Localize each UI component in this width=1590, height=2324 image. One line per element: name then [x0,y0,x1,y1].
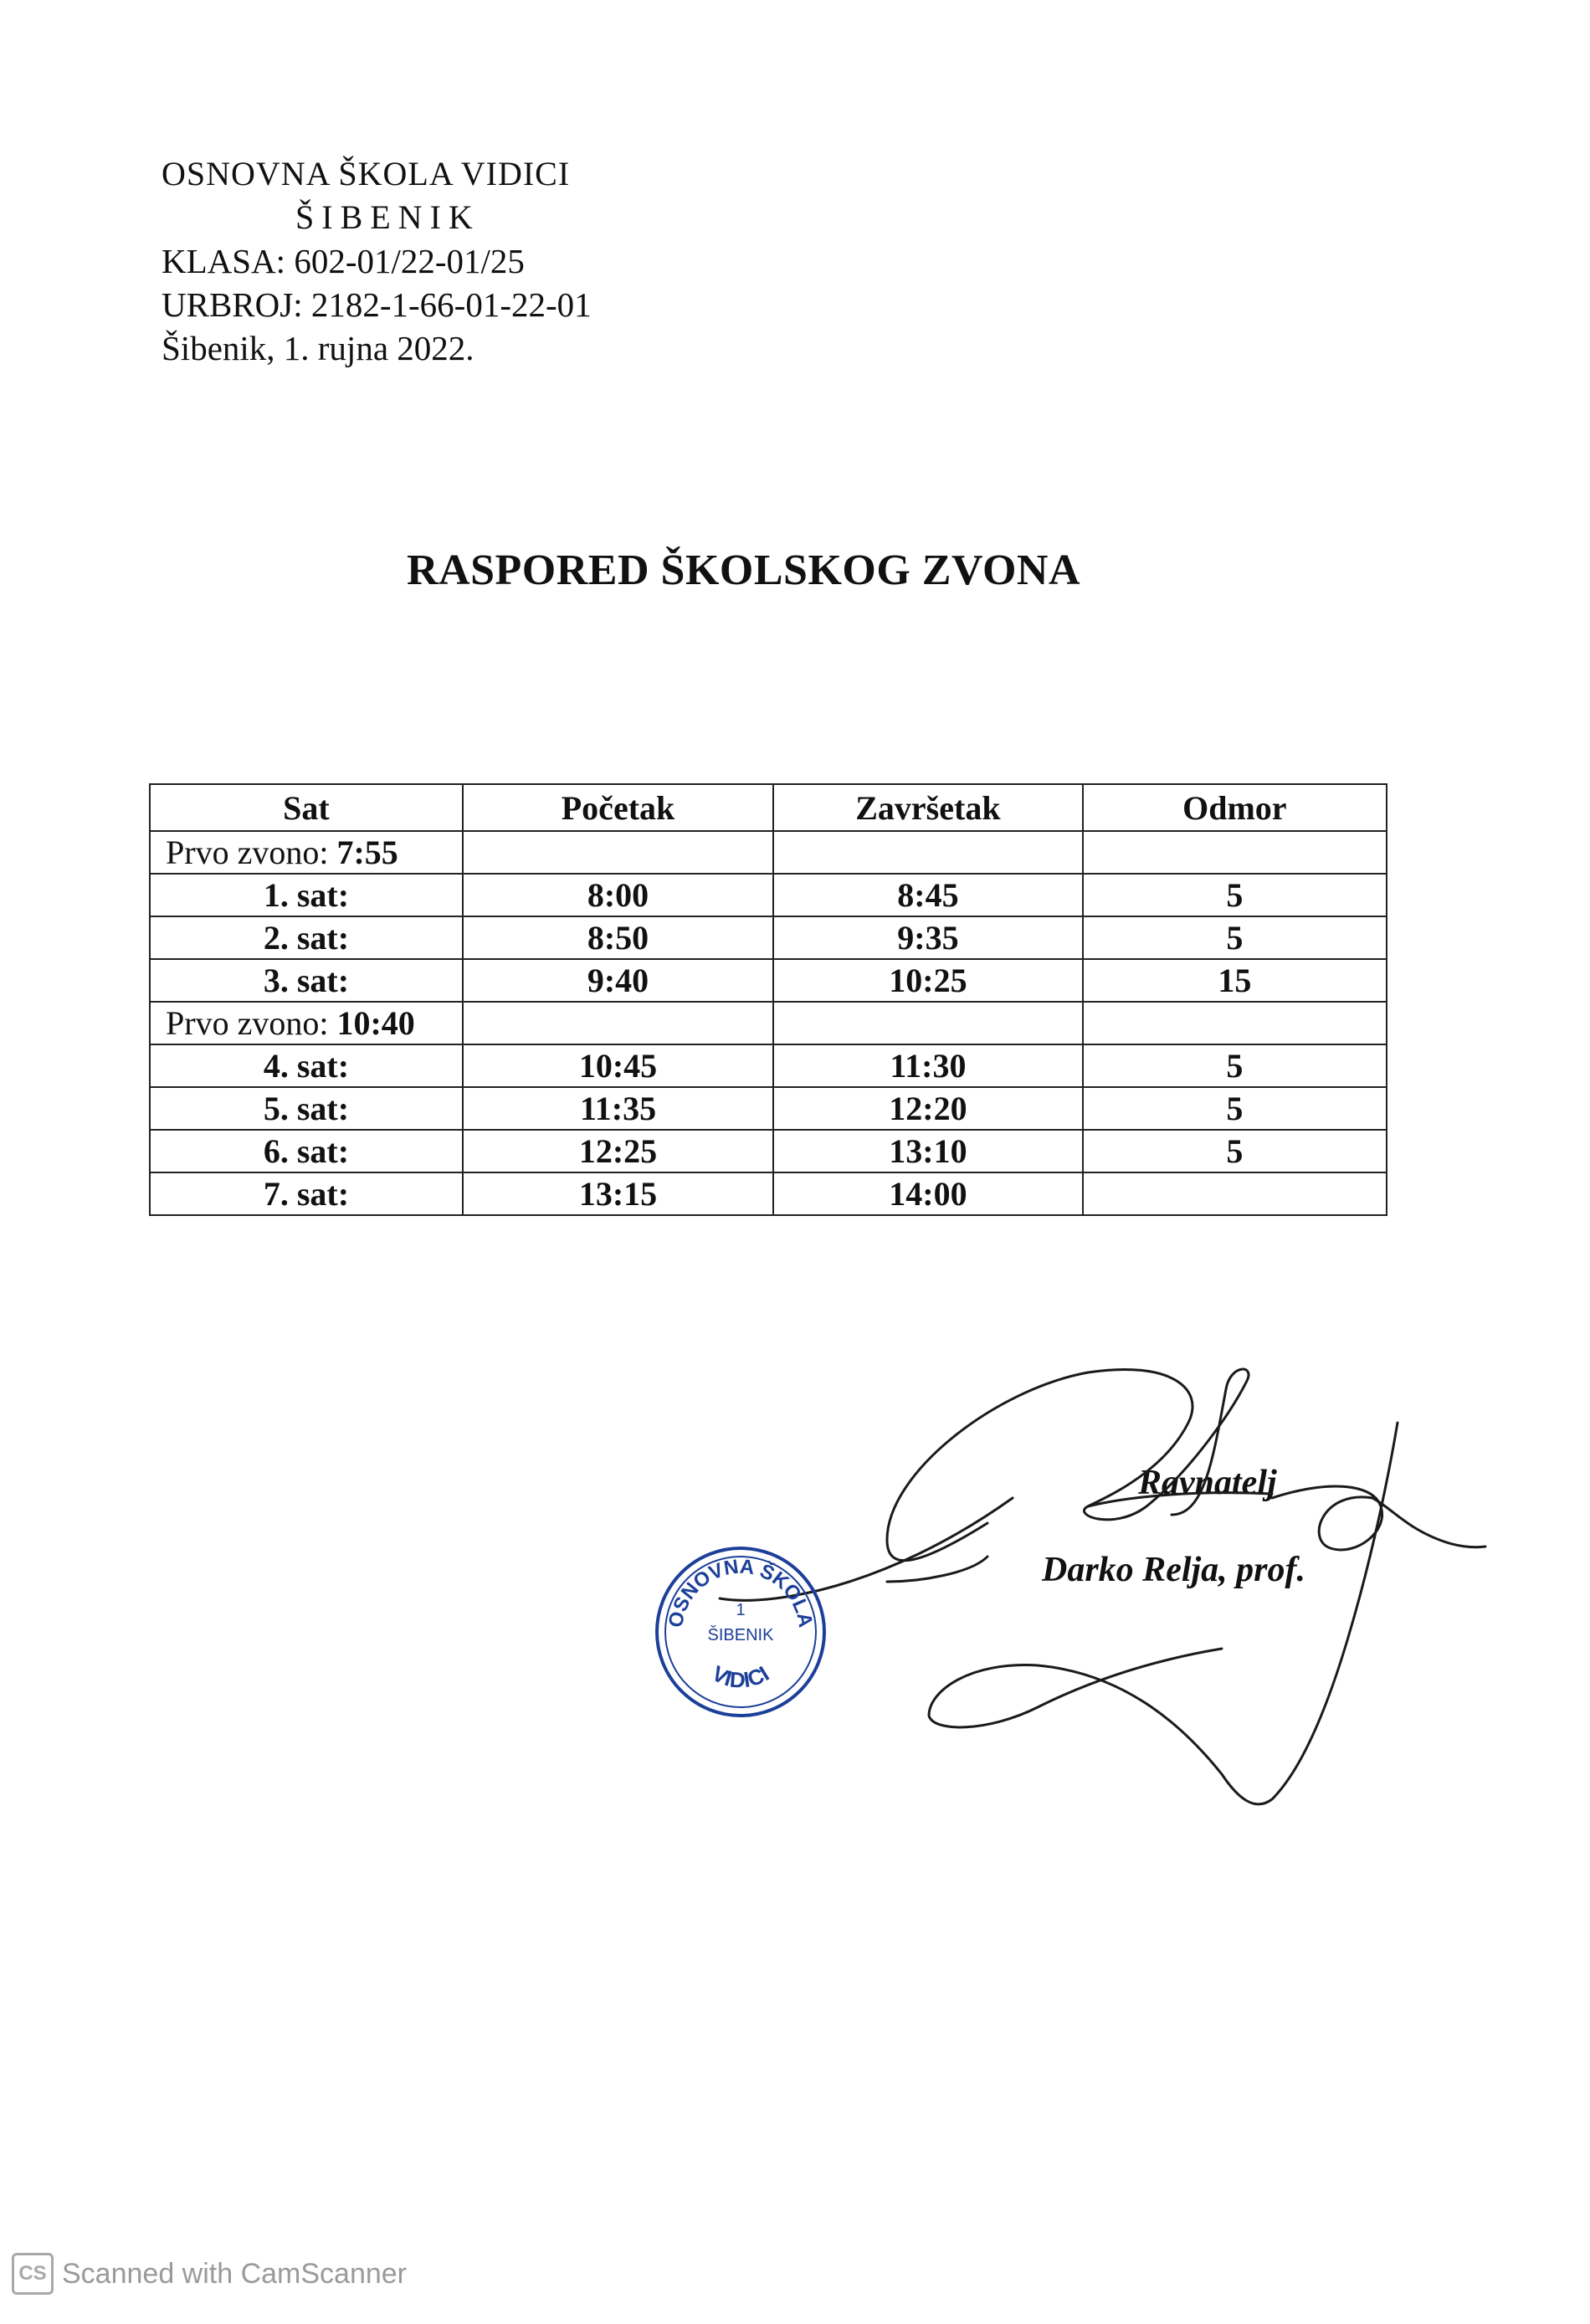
table-row [150,874,1387,916]
column-header-zavrsetak: Završetak [773,784,1082,831]
bell-time: 10:40 [336,1004,415,1042]
table-row [150,1130,1387,1172]
cell-end: 9:35 [773,916,1082,959]
document-title: RASPORED ŠKOLSKOG ZVONA [407,546,1081,594]
stamp-top-text: OSNOVNA ŠKOLA [664,1555,818,1629]
empty-cell [1083,1002,1387,1044]
cell-break: 15 [1083,959,1387,1002]
cell-break [1083,1172,1387,1215]
table-row [150,831,1387,874]
stamp-center-text: ŠIBENIK [707,1626,774,1644]
bell-cell [150,831,463,874]
cell-start: 10:45 [463,1044,773,1087]
cell-break: 5 [1083,1044,1387,1087]
bell-schedule-table [149,783,1387,1216]
camscanner-text: Scanned with CamScanner [62,2257,408,2290]
empty-cell [463,831,773,874]
cell-sat: 1. sat: [150,874,463,916]
cell-sat: 5. sat: [150,1087,463,1130]
empty-cell [773,831,1082,874]
cell-sat: 2. sat: [150,916,463,959]
camscanner-footer [12,2253,407,2295]
document-header [162,152,592,370]
stamp-number: 1 [736,1601,746,1619]
school-name: OSNOVNA ŠKOLA VIDICI [162,155,571,192]
cell-end: 10:25 [773,959,1082,1002]
school-stamp [653,1544,828,1720]
column-header-pocetak: Početak [463,784,773,831]
cell-end: 8:45 [773,874,1082,916]
cell-end: 14:00 [773,1172,1082,1215]
column-header-sat: Sat [150,784,463,831]
cell-break: 5 [1083,1087,1387,1130]
table-row [150,959,1387,1002]
cell-start: 11:35 [463,1087,773,1130]
cell-start: 9:40 [463,959,773,1002]
cell-break: 5 [1083,916,1387,959]
school-city: ŠIBENIK [295,198,480,236]
bell-cell [150,1002,463,1044]
place-date-line: Šibenik, 1. rujna 2022. [162,329,474,367]
cell-end: 12:20 [773,1087,1082,1130]
cell-break: 5 [1083,1130,1387,1172]
column-header-odmor: Odmor [1083,784,1387,831]
klasa-line: KLASA: 602-01/22-01/25 [162,242,525,280]
cell-break: 5 [1083,874,1387,916]
cell-sat: 6. sat: [150,1130,463,1172]
empty-cell [773,1002,1082,1044]
table-header-row [150,784,1387,831]
cell-sat: 3. sat: [150,959,463,1002]
cell-sat: 4. sat: [150,1044,463,1087]
empty-cell [463,1002,773,1044]
table-row [150,1087,1387,1130]
table-row [150,916,1387,959]
table-row [150,1172,1387,1215]
urbroj-line: URBROJ: 2182-1-66-01-22-01 [162,285,592,324]
cell-start: 8:00 [463,874,773,916]
cell-end: 11:30 [773,1044,1082,1087]
table-row [150,1044,1387,1087]
signature-name: Darko Relja, prof. [1042,1551,1305,1589]
cell-start: 12:25 [463,1130,773,1172]
bell-label: Prvo zvono: [166,834,329,871]
table-row [150,1002,1387,1044]
cell-end: 13:10 [773,1130,1082,1172]
bell-label: Prvo zvono: [166,1004,329,1042]
cell-start: 8:50 [463,916,773,959]
cell-sat: 7. sat: [150,1172,463,1215]
cell-start: 13:15 [463,1172,773,1215]
bell-time: 7:55 [336,834,398,871]
signature-role: Ravnatelj [1138,1464,1277,1502]
stamp-bottom-text: VIDICI [707,1660,774,1693]
empty-cell [1083,831,1387,874]
camscanner-logo-icon: CS [12,2253,54,2295]
